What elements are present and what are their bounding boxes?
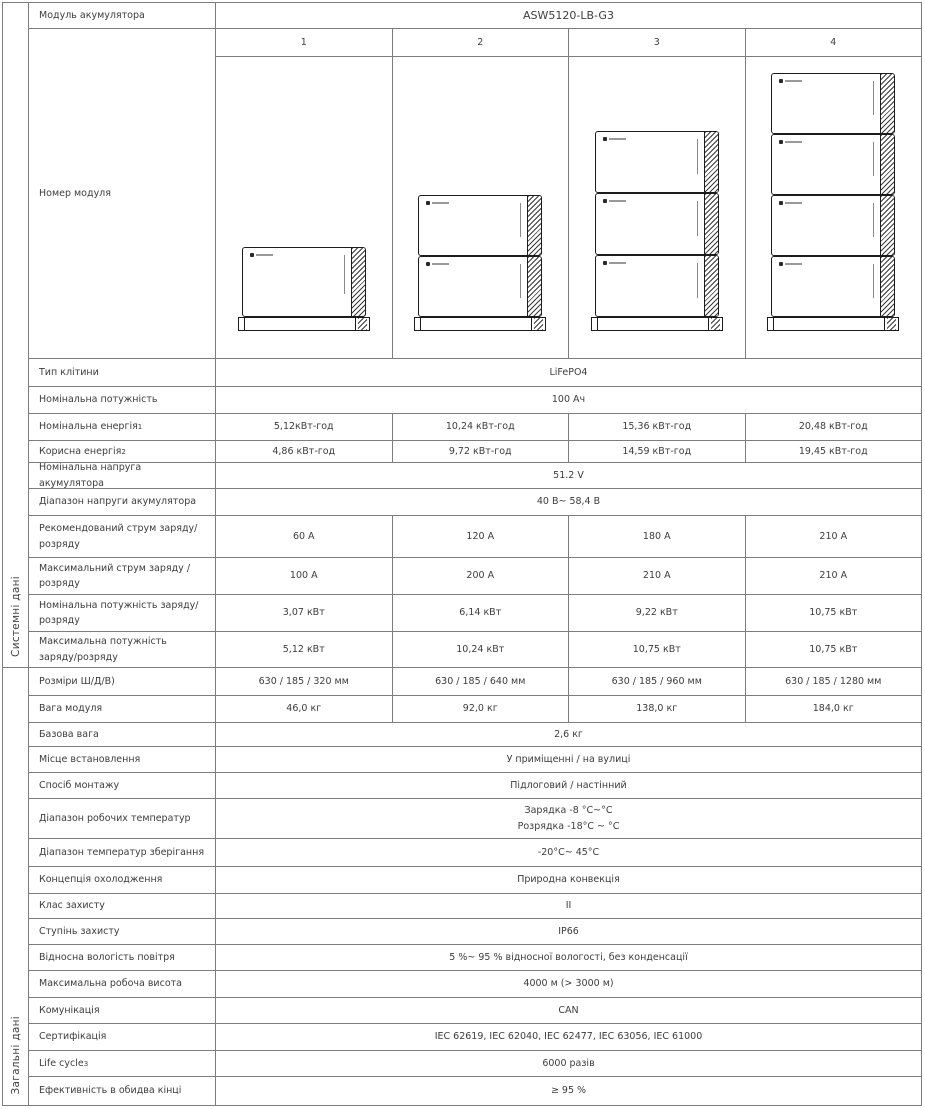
spec-row xyxy=(29,441,921,463)
spec-row-label: Місце встановлення xyxy=(39,753,141,765)
spec-value-cell: 200 А xyxy=(393,558,570,595)
spec-row-label: Комунікація xyxy=(39,1004,100,1016)
battery-module-drawing xyxy=(595,255,719,317)
module-seam-line xyxy=(873,264,874,298)
spec-row-label: Ефективність в обидва кінці xyxy=(39,1085,182,1097)
spec-row xyxy=(29,799,921,839)
spec-row-label-cell: Life cycle 3 xyxy=(29,1051,216,1077)
base-tick xyxy=(708,318,709,330)
base-hatch-cap xyxy=(358,318,367,330)
base-tick xyxy=(531,318,532,330)
module-seam-line xyxy=(697,139,698,174)
spec-row xyxy=(29,723,921,747)
battery-base-drawing xyxy=(767,317,899,331)
module-image-row xyxy=(216,57,921,359)
battery-module-drawing xyxy=(595,131,719,193)
brand-logo-icon xyxy=(603,199,607,203)
spec-row-label: Ступінь захисту xyxy=(39,925,120,937)
spec-value-cell: 184,0 кг xyxy=(746,696,922,723)
spec-row-label-cell xyxy=(29,463,216,489)
spec-value-cell: 4,86 кВт-год xyxy=(216,441,393,463)
spec-row-label-cell xyxy=(29,1024,216,1051)
spec-row-label: Діапазон робочих температур xyxy=(39,812,191,824)
header-label: Модуль акумулятора xyxy=(39,9,145,21)
spec-row-label-cell xyxy=(29,558,216,595)
battery-module-drawing xyxy=(418,195,542,256)
battery-module-drawing xyxy=(771,195,895,256)
spec-value-cell: 19,45 кВт-год xyxy=(746,441,922,463)
spec-row xyxy=(29,773,921,799)
spec-value-cell: Природна конвекція xyxy=(216,867,921,894)
battery-base-drawing xyxy=(591,317,723,331)
battery-stack-illustration xyxy=(414,195,546,331)
model-name: ASW5120-LB-G3 xyxy=(523,8,614,22)
module-seam-line xyxy=(697,263,698,298)
base-hatch-cap xyxy=(711,318,720,330)
spec-value-cell: 4000 м (> 3000 м) xyxy=(216,971,921,998)
spec-row-label-cell xyxy=(29,1077,216,1105)
spec-row-label-cell xyxy=(29,489,216,516)
base-tick xyxy=(244,318,245,330)
spec-row-label: Розміри Ш/Д/В) xyxy=(39,675,115,687)
section-general xyxy=(3,668,28,1105)
spec-value-cell: 210 А xyxy=(746,516,922,558)
spec-row-label-cell xyxy=(29,919,216,945)
brand-logo-icon xyxy=(779,140,783,144)
spec-row-label-cell xyxy=(29,696,216,723)
spec-row-label: Максимальна потужність заряду/розряду xyxy=(39,636,167,663)
spec-row xyxy=(29,919,921,945)
brand-logo-text xyxy=(785,202,802,204)
spec-row-label-cell xyxy=(29,359,216,387)
spec-row xyxy=(29,696,921,723)
battery-module-drawing xyxy=(242,247,366,317)
module-number-row xyxy=(216,29,921,57)
module-seam-line xyxy=(520,264,521,298)
spec-value-cell: 51.2 V xyxy=(216,463,921,489)
spec-row xyxy=(29,558,921,595)
module-seam-line xyxy=(873,81,874,115)
spec-row-label: Вага модуля xyxy=(39,703,103,715)
hatch-strip xyxy=(880,74,894,133)
spec-row-label-cell xyxy=(29,668,216,696)
brand-logo-icon xyxy=(426,201,430,205)
spec-value-cell: 210 А xyxy=(569,558,746,595)
spec-row-label-cell: Номінальна енергія 1 xyxy=(29,414,216,441)
spec-value-cell: 2,6 кг xyxy=(216,723,921,747)
spec-row-label: Діапазон температур зберігання xyxy=(39,846,205,858)
spec-row-label: Спосіб монтажу xyxy=(39,779,120,791)
spec-value-cell: 100 Ач xyxy=(216,387,921,414)
spec-row xyxy=(29,387,921,414)
module-columns xyxy=(216,29,921,359)
spec-row-label-cell xyxy=(29,799,216,839)
spec-row-label-cell xyxy=(29,516,216,558)
spec-value-cell: 210 А xyxy=(746,558,922,595)
spec-value-cell: 9,72 кВт-год xyxy=(393,441,570,463)
spec-value-cell: 92,0 кг xyxy=(393,696,570,723)
section-system-label: Системні дані xyxy=(9,576,22,657)
spec-row-label-cell xyxy=(29,723,216,747)
hatch-strip xyxy=(704,132,718,192)
battery-stack-illustration xyxy=(591,131,723,331)
spec-value-cell: LiFePO4 xyxy=(216,359,921,387)
module-count-header: 3 xyxy=(569,29,746,57)
spec-row-label-cell xyxy=(29,839,216,867)
spec-value-cell: 10,24 кВт xyxy=(393,632,570,668)
base-tick xyxy=(355,318,356,330)
module-count-header: 2 xyxy=(393,29,570,57)
spec-row-label: Діапазон напруги акумулятора xyxy=(39,496,197,508)
hatch-strip xyxy=(880,196,894,255)
spec-row-label: Клас захисту xyxy=(39,900,105,912)
spec-value-cell: 100 А xyxy=(216,558,393,595)
module-seam-line xyxy=(344,255,345,294)
spec-row xyxy=(29,632,921,668)
hatch-strip xyxy=(527,257,541,316)
spec-row xyxy=(29,867,921,894)
brand-logo-text xyxy=(256,254,273,256)
battery-module-drawing xyxy=(418,256,542,317)
spec-row xyxy=(29,747,921,773)
spec-row xyxy=(29,971,921,998)
brand-logo-icon xyxy=(603,137,607,141)
spec-row xyxy=(29,516,921,558)
base-hatch-cap xyxy=(887,318,896,330)
spec-value-cell: ≥ 95 % xyxy=(550,1085,587,1097)
spec-row xyxy=(29,595,921,632)
spec-value-cell: 15,36 кВт-год xyxy=(569,414,746,441)
spec-row-label-cell xyxy=(29,632,216,668)
battery-base-drawing xyxy=(414,317,546,331)
spec-value-cell: 138,0 кг xyxy=(569,696,746,723)
brand-logo-text xyxy=(432,263,449,265)
spec-value-cell: 20,48 кВт-год xyxy=(746,414,922,441)
spec-value-cell: Підлоговий / настінний xyxy=(216,773,921,799)
module-number-label-cell xyxy=(29,29,216,359)
spec-value-cell: 5,12 кВт xyxy=(216,632,393,668)
header-label-cell xyxy=(29,3,216,29)
spec-value-cell: 3,07 кВт xyxy=(216,595,393,632)
base-tick xyxy=(597,318,598,330)
spec-row-label: Базова вага xyxy=(39,728,99,740)
base-tick xyxy=(884,318,885,330)
module-count-header: 1 xyxy=(216,29,393,57)
battery-stack-cell xyxy=(216,57,393,359)
spec-row xyxy=(29,463,921,489)
hatch-strip xyxy=(351,248,365,316)
spec-row-label: Концепція охолодження xyxy=(39,874,163,886)
hatch-strip xyxy=(527,196,541,255)
spec-sheet xyxy=(2,2,922,1106)
brand-logo-text xyxy=(785,263,802,265)
battery-module-drawing xyxy=(771,134,895,195)
spec-row-label: Відносна вологість повітря xyxy=(39,951,175,963)
spec-row-label: Номінальна енергія xyxy=(39,421,138,433)
base-hatch-cap xyxy=(534,318,543,330)
spec-value-cell: CAN xyxy=(216,998,921,1024)
spec-value-cell: 9,22 кВт xyxy=(569,595,746,632)
spec-row-label: Корисна енергія xyxy=(39,445,122,457)
brand-logo-icon xyxy=(603,261,607,265)
spec-row-label-cell xyxy=(29,595,216,632)
spec-value-cell: 46,0 кг xyxy=(216,696,393,723)
spec-value-cell: 180 А xyxy=(569,516,746,558)
spec-value-cell: 10,24 кВт-год xyxy=(393,414,570,441)
battery-stack-illustration xyxy=(238,247,370,331)
base-tick xyxy=(420,318,421,330)
spec-row-label-cell xyxy=(29,998,216,1024)
battery-stack-cell xyxy=(393,57,570,359)
module-seam-line xyxy=(520,203,521,237)
spec-value-cell: 630 / 185 / 960 мм xyxy=(569,668,746,696)
model-name-cell xyxy=(216,3,921,29)
spec-row-label-cell xyxy=(29,387,216,414)
brand-logo-icon xyxy=(779,262,783,266)
module-count-header: 4 xyxy=(746,29,922,57)
spec-row-label: Рекомендований струм заряду/розряду xyxy=(39,523,198,550)
spec-row-label: Номінальна напруга акумулятора xyxy=(39,463,142,489)
spec-row xyxy=(29,894,921,919)
brand-logo-icon xyxy=(779,201,783,205)
spec-table xyxy=(29,3,921,1105)
spec-row-label: Тип клітини xyxy=(39,366,99,378)
section-system xyxy=(3,3,28,668)
spec-value-cell: 14,59 кВт-год xyxy=(569,441,746,463)
spec-row-label: Максимальна робоча висота xyxy=(39,978,182,990)
spec-value-cell: 630 / 185 / 1280 мм xyxy=(746,668,922,696)
spec-value-cell: 6,14 кВт xyxy=(393,595,570,632)
battery-module-drawing xyxy=(771,256,895,317)
spec-rows xyxy=(29,359,921,1105)
spec-value-line: Зарядка -8 °C~°C xyxy=(524,805,613,817)
spec-value-cell: -20°C~ 45°C xyxy=(216,839,921,867)
spec-value-cell: 6000 разів xyxy=(216,1051,921,1077)
section-strip xyxy=(3,3,29,1105)
spec-row xyxy=(29,1051,921,1077)
spec-row xyxy=(29,414,921,441)
spec-value-cell: IP66 xyxy=(216,919,921,945)
brand-logo-text xyxy=(785,80,802,82)
spec-row xyxy=(29,945,921,971)
spec-value-cell: IEC 62619, IEC 62040, IEC 62477, IEC 63056, IEC 61000 xyxy=(216,1024,921,1051)
spec-row-label: Сертифікація xyxy=(39,1031,107,1043)
spec-row-label: Номінальна потужність xyxy=(39,394,158,406)
spec-row-label-cell: Корисна енергія 2 xyxy=(29,441,216,463)
header-row xyxy=(29,3,921,29)
brand-logo-text xyxy=(609,138,626,140)
spec-row-label-cell xyxy=(29,894,216,919)
spec-row xyxy=(29,489,921,516)
battery-module-drawing xyxy=(595,193,719,255)
spec-value-cell: 10,75 кВт xyxy=(746,595,922,632)
spec-value-cell: 630 / 185 / 320 мм xyxy=(216,668,393,696)
module-number-block xyxy=(29,29,921,359)
spec-value-line: Розрядка -18°C ~ °C xyxy=(517,820,620,832)
spec-row xyxy=(29,1024,921,1051)
spec-value-cell: 10,75 кВт xyxy=(569,632,746,668)
battery-stack-illustration xyxy=(767,73,899,331)
spec-row-label-cell xyxy=(29,867,216,894)
spec-row-label: Life cycle xyxy=(39,1057,84,1069)
spec-value-cell: 5 %~ 95 % відносної вологості, без конденсації xyxy=(216,945,921,971)
battery-base-drawing xyxy=(238,317,370,331)
spec-row-label-cell xyxy=(29,773,216,799)
spec-row-label-cell xyxy=(29,747,216,773)
spec-row xyxy=(29,359,921,387)
hatch-strip xyxy=(880,257,894,316)
spec-row xyxy=(29,839,921,867)
spec-value-cell: 630 / 185 / 640 мм xyxy=(393,668,570,696)
hatch-strip xyxy=(880,135,894,194)
battery-stack-cell xyxy=(569,57,746,359)
spec-row xyxy=(29,998,921,1024)
spec-value-cell: 5,12кВт-год xyxy=(216,414,393,441)
brand-logo-icon xyxy=(250,253,254,257)
spec-row xyxy=(29,1077,921,1105)
brand-logo-text xyxy=(432,202,449,204)
spec-value-cell: 60 А xyxy=(216,516,393,558)
spec-row-label-cell xyxy=(29,945,216,971)
spec-value-cell xyxy=(216,799,921,839)
brand-logo-text xyxy=(609,262,626,264)
brand-logo-icon xyxy=(426,262,430,266)
brand-logo-text xyxy=(609,200,626,202)
spec-row-label-cell xyxy=(29,971,216,998)
base-tick xyxy=(773,318,774,330)
module-number-label: Номер модуля xyxy=(39,187,111,199)
spec-value-cell: У приміщенні / на вулиці xyxy=(216,747,921,773)
brand-logo-text xyxy=(785,141,802,143)
hatch-strip xyxy=(704,256,718,316)
brand-logo-icon xyxy=(779,79,783,83)
spec-row-label: Номінальна потужність заряду/розряду xyxy=(39,599,199,626)
spec-row xyxy=(29,668,921,696)
spec-value-cell: 120 А xyxy=(393,516,570,558)
battery-module-drawing xyxy=(771,73,895,134)
hatch-strip xyxy=(704,194,718,254)
spec-value-cell: II xyxy=(216,894,921,919)
module-seam-line xyxy=(873,203,874,237)
spec-value-cell: 40 В~ 58,4 В xyxy=(216,489,921,516)
module-seam-line xyxy=(873,142,874,176)
battery-stack-cell xyxy=(746,57,922,359)
spec-row-label: Максимальний струм заряду / розряду xyxy=(39,562,191,589)
spec-value-cell: 10,75 кВт xyxy=(746,632,922,668)
module-seam-line xyxy=(697,201,698,236)
section-general-label: Загальні дані xyxy=(9,1016,22,1095)
